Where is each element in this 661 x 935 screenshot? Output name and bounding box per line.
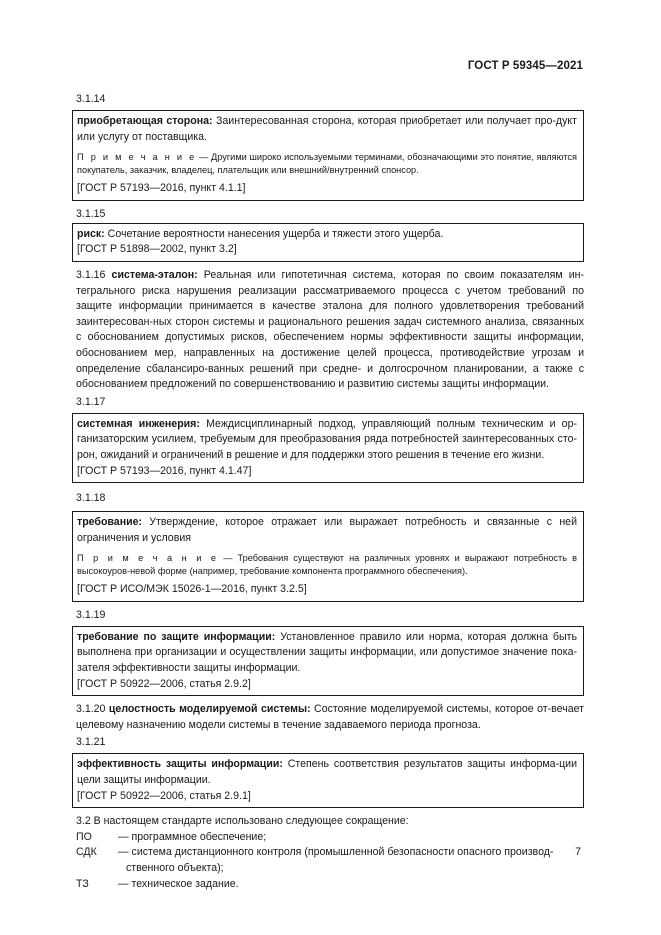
definition: Утверждение, которое отражает или выражает потребность и связанные с ней ограничения и условия [77,516,577,544]
term-paragraph [76,268,584,393]
definition: Реальная или гипотетичная система, которая по своим показателям ин-тегрального риска нарушения реализации рассматриваемого процесса с учетом требований по защите информации принимается в качестве эталона для полного удовлетворения требований заинтересован-ных сторон системы и рационального решения задач системного анализа, связанных с обоснованием допустимых рисков, обеспечением нормы эффективности защиты информации, обоснованием мер, направленных на достижение целей процесса, противодействие угрозам и определение сбалансиро-ванных решений при средне- и долгосрочном планировании, а также с обоснованием предложений по совершенствованию и развитию системы защиты информации. [76,268,584,391]
term-definition [77,757,577,788]
abbreviation: ТЗ [76,877,89,890]
note [77,151,577,177]
note-text: — Другими широко используемыми терминами, обозначающими это понятие, являются покупатель, заказчик, владелец, плательщик или внешний/внутренний спонсор. [77,152,577,176]
source-reference: [ГОСТ Р ИСО/МЭК 15026-1—2016, пункт 3.2.5] [77,583,307,596]
clause-number: 3.1.14 [76,93,106,105]
term: риск: [77,227,105,240]
term-box [72,511,584,602]
term-box [72,626,584,696]
term-definition [77,630,577,677]
abbreviation-item [76,830,584,846]
term-box [72,110,584,201]
abbreviation: СДК [76,846,97,859]
definition: Заинтересованная сторона, которая приобретает или получает про-дукт или услугу от поставщика. [77,115,577,143]
abbreviations-intro: 3.2 В настоящем стандарте использовано следующее сокращение: [76,815,409,828]
definition: Степень соответствия результатов защиты информа-ции цели защиты информации. [77,758,577,787]
term-box [72,753,584,808]
term: эффективность защиты информации: [77,758,283,771]
note-text: — Требования существуют на различных уровнях и выражают потребность в высокоуров-невой форме (например, требование компонента программного обеспечения). [77,553,577,577]
source-reference: [ГОСТ Р 57193—2016, пункт 4.1.1] [77,182,246,195]
term-definition [77,114,577,145]
term-box [72,223,584,262]
source-reference: [ГОСТ Р 50922—2006, статья 2.9.2] [77,677,251,690]
source-reference: [ГОСТ Р 50922—2006, статья 2.9.1] [77,789,251,802]
abbreviation-item [76,877,584,893]
clause-number: 3.1.21 [76,736,106,749]
note-label: П р и м е ч а н и е [77,152,197,163]
term: целостность моделируемой системы: [108,703,311,716]
term: приобретающая сторона: [77,115,213,127]
abbreviation: ПО [76,830,92,843]
page-number: 7 [575,846,581,858]
term: система-эталон: [111,268,198,281]
term-paragraph [76,702,584,733]
abbreviation-text: — система дистанционного контроля (промышленной безопасности опасного производ- [118,846,554,859]
term: требование: [77,516,143,529]
source-reference: [ГОСТ Р 51898—2002, пункт 3.2] [77,243,237,256]
abbreviation-text: — техническое задание. [118,877,239,890]
clause-number: 3.1.16 [76,268,106,281]
term-definition [77,515,577,546]
term-definition [77,417,577,464]
clause-number: 3.1.19 [76,608,106,621]
term: требование по защите информации: [77,630,276,643]
definition: Сочетание вероятности нанесения ущерба и тяжести этого ущерба. [104,227,444,240]
note [77,552,577,578]
source-reference: [ГОСТ Р 57193—2016, пункт 4.1.47] [77,464,252,477]
abbreviation-text-continued: ственного объекта); [126,862,224,874]
abbreviation-text: — программное обеспечение; [118,830,267,843]
term: системная инженерия: [77,417,200,430]
definition: Установленное правило или норма, которая должна быть выполнена при организации и осуществлении защиты информации, или допустимое значение пока-зателя эффективности защиты информации. [77,630,577,675]
note-label: П р и м е ч а н и е [77,553,219,564]
term-box [72,413,584,483]
clause-number: 3.1.18 [76,492,106,505]
definition: Междисциплинарный подход, управляющий полным техническим и ор-ганизаторским усилием, требуемым для преобразования ряда потребностей заинтересованных сто-рон, ожиданий и ограничений в решение и для поддержки этого решения в течение его жизни. [77,417,577,461]
clause-number: 3.1.17 [76,395,106,408]
standard-header: ГОСТ Р 59345—2021 [467,60,583,72]
term-definition [77,227,577,243]
clause-number: 3.1.20 [76,703,106,716]
definition: Состояние моделируемой системы, которое от-вечает целевому назначению модели системы в течение задаваемого периода прогноза. [76,703,584,731]
clause-number: 3.1.15 [76,207,106,220]
abbreviation-item [76,845,584,876]
document-body [76,90,584,892]
